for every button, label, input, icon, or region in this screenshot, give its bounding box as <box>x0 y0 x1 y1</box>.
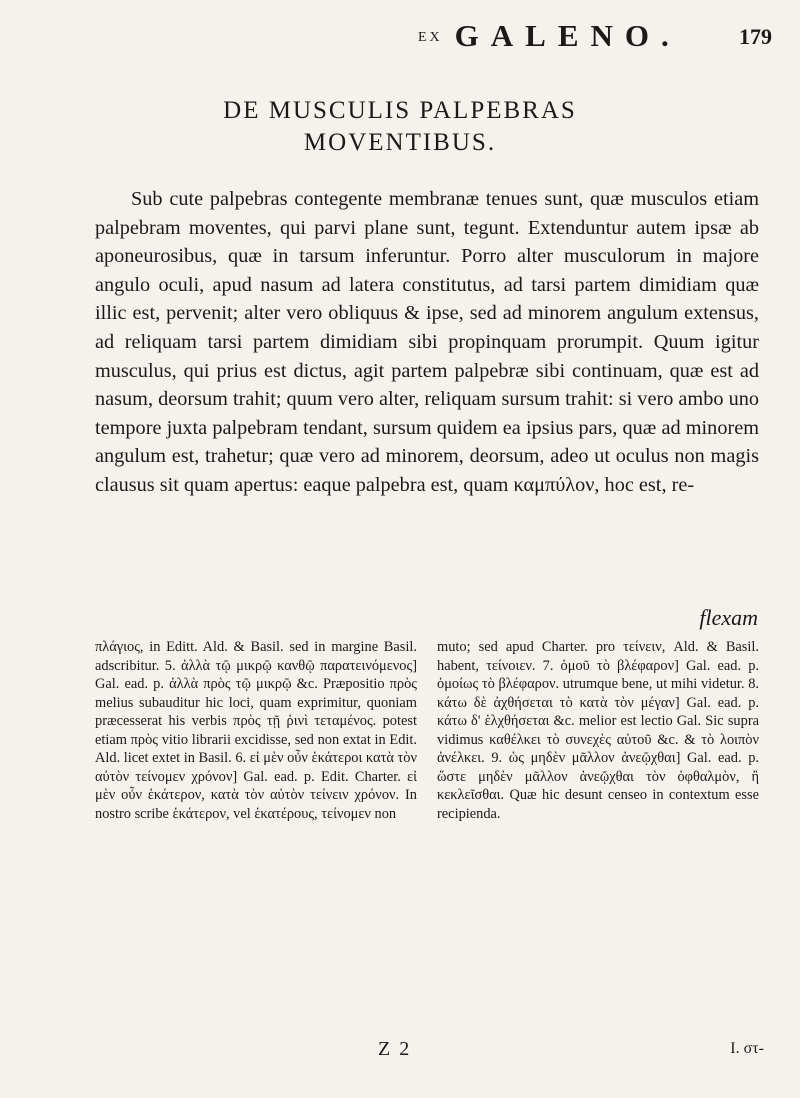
footnotes-right-text: muto; sed apud Charter. pro τείνειν, Ald. & Basil. habent, τείνοιεν. 7. ὁμοῦ τὸ βλέφαρον] Gal. ead. p. ὁμοίως τὸ βλέφαρον. utrumque bene, ut mihi videtur. 8. κάτω δὲ ἀχθήσεται τὸ κατὰ τὸν μέγαν] Gal. ead. p. κάτω δ' ἑλχθήσεται &c. melior est lectio Gal. Sic supra vidimus καθέλκει τὸ συνεχὲς αὐτοῦ &c. & τὸ λοιπὸν ἀνέλκει. 9. ὡς μηδὲν μᾶλλον ἀνεῷχθαι] Gal. ead. p. ὥστε μηδὲν μᾶλλον ἀνεῷχθαι τὸν ὀφθαλμὸν, ἢ κεκλεῖσθαι. Quæ hic desunt censeo in contextum esse recipienda. <box>437 639 759 822</box>
running-title-text: GALENO. <box>454 18 681 53</box>
signature-mark: Z 2 <box>378 1038 412 1060</box>
section-heading-line-2: MOVENTIBUS. <box>303 129 497 156</box>
footnotes-left-text: πλάγιος, in Editt. Ald. & Basil. sed in margine Basil. adscribitur. 5. ἀλλὰ τῷ μικρῷ κανθῷ παρατεινόμενος] Gal. ead. p. ἀλλὰ πρὸς τῷ μικρῷ &c. Præpositio πρὸς melius subauditur hic loci, quam exprimitur, quoniam præcesserat his verbis πρὸς τῇ ῥινὶ τεταμένος. potest etiam πρὸς vitio librarii excidisse, sed non extat in Edit. Ald. licet extet in Basil. 6. εἰ μὲν οὖν ἑκάτεροι κατὰ τὸν αὐτὸν τείνομεν χρόνον] Gal. ead. p. Edit. Charter. εἰ μὲν οὖν ἑκάτερον, κατὰ τὸν αὐτὸν τείνειν χρόνον. In nostro scribe ἑκάτερον, vel ἑκατέρους, τείνομεν non <box>95 639 417 822</box>
catchword: flexam <box>699 605 758 630</box>
main-paragraph: Sub cute palpebras contegente membranæ tenues sunt, quæ musculos etiam palpebram moventes, qui parvi plane sunt, tegunt. Extenduntur autem ipsæ ab aponeurosibus, quæ in tarsum inferuntur. Porro alter musculorum in majore angulo oculi, apud nasum ad latera constitutus, ad tarsi partem dimidiam quæ illic est, pervenit; alter vero obliquus & ipse, sed ad minorem angulum extensus, ad reliquam tarsi partem dimidiam sibi propinquam prorumpit. Quum igitur musculus, qui prius est dictus, agit partem palpebræ sibi continuam, quæ est ad nasum, deorsum trahit; quum vero alter, reliquam sursum trahit: si vero ambo uno tempore juxta palpebram tendant, sursum quidem ea ipsius pars, quæ ad minorem angulum est, trahetur; quæ vero ad minorem, deorsum, adeo ut oculus non magis clausus sit quam apertus: eaque palpebra est, quam καμπύλον, hoc est, re- <box>95 188 759 496</box>
running-head <box>0 18 800 58</box>
footnotes-left-column <box>95 638 417 823</box>
page-number: 179 <box>739 24 772 49</box>
footnote-catchword: I. στ- <box>730 1040 764 1057</box>
main-text <box>95 185 759 500</box>
footnotes-right-column <box>437 638 759 823</box>
running-title-prefix: EX <box>418 30 443 45</box>
section-heading-line-1: DE MUSCULIS PALPEBRAS <box>223 97 577 124</box>
running-title <box>418 18 681 54</box>
footnotes <box>95 638 759 823</box>
